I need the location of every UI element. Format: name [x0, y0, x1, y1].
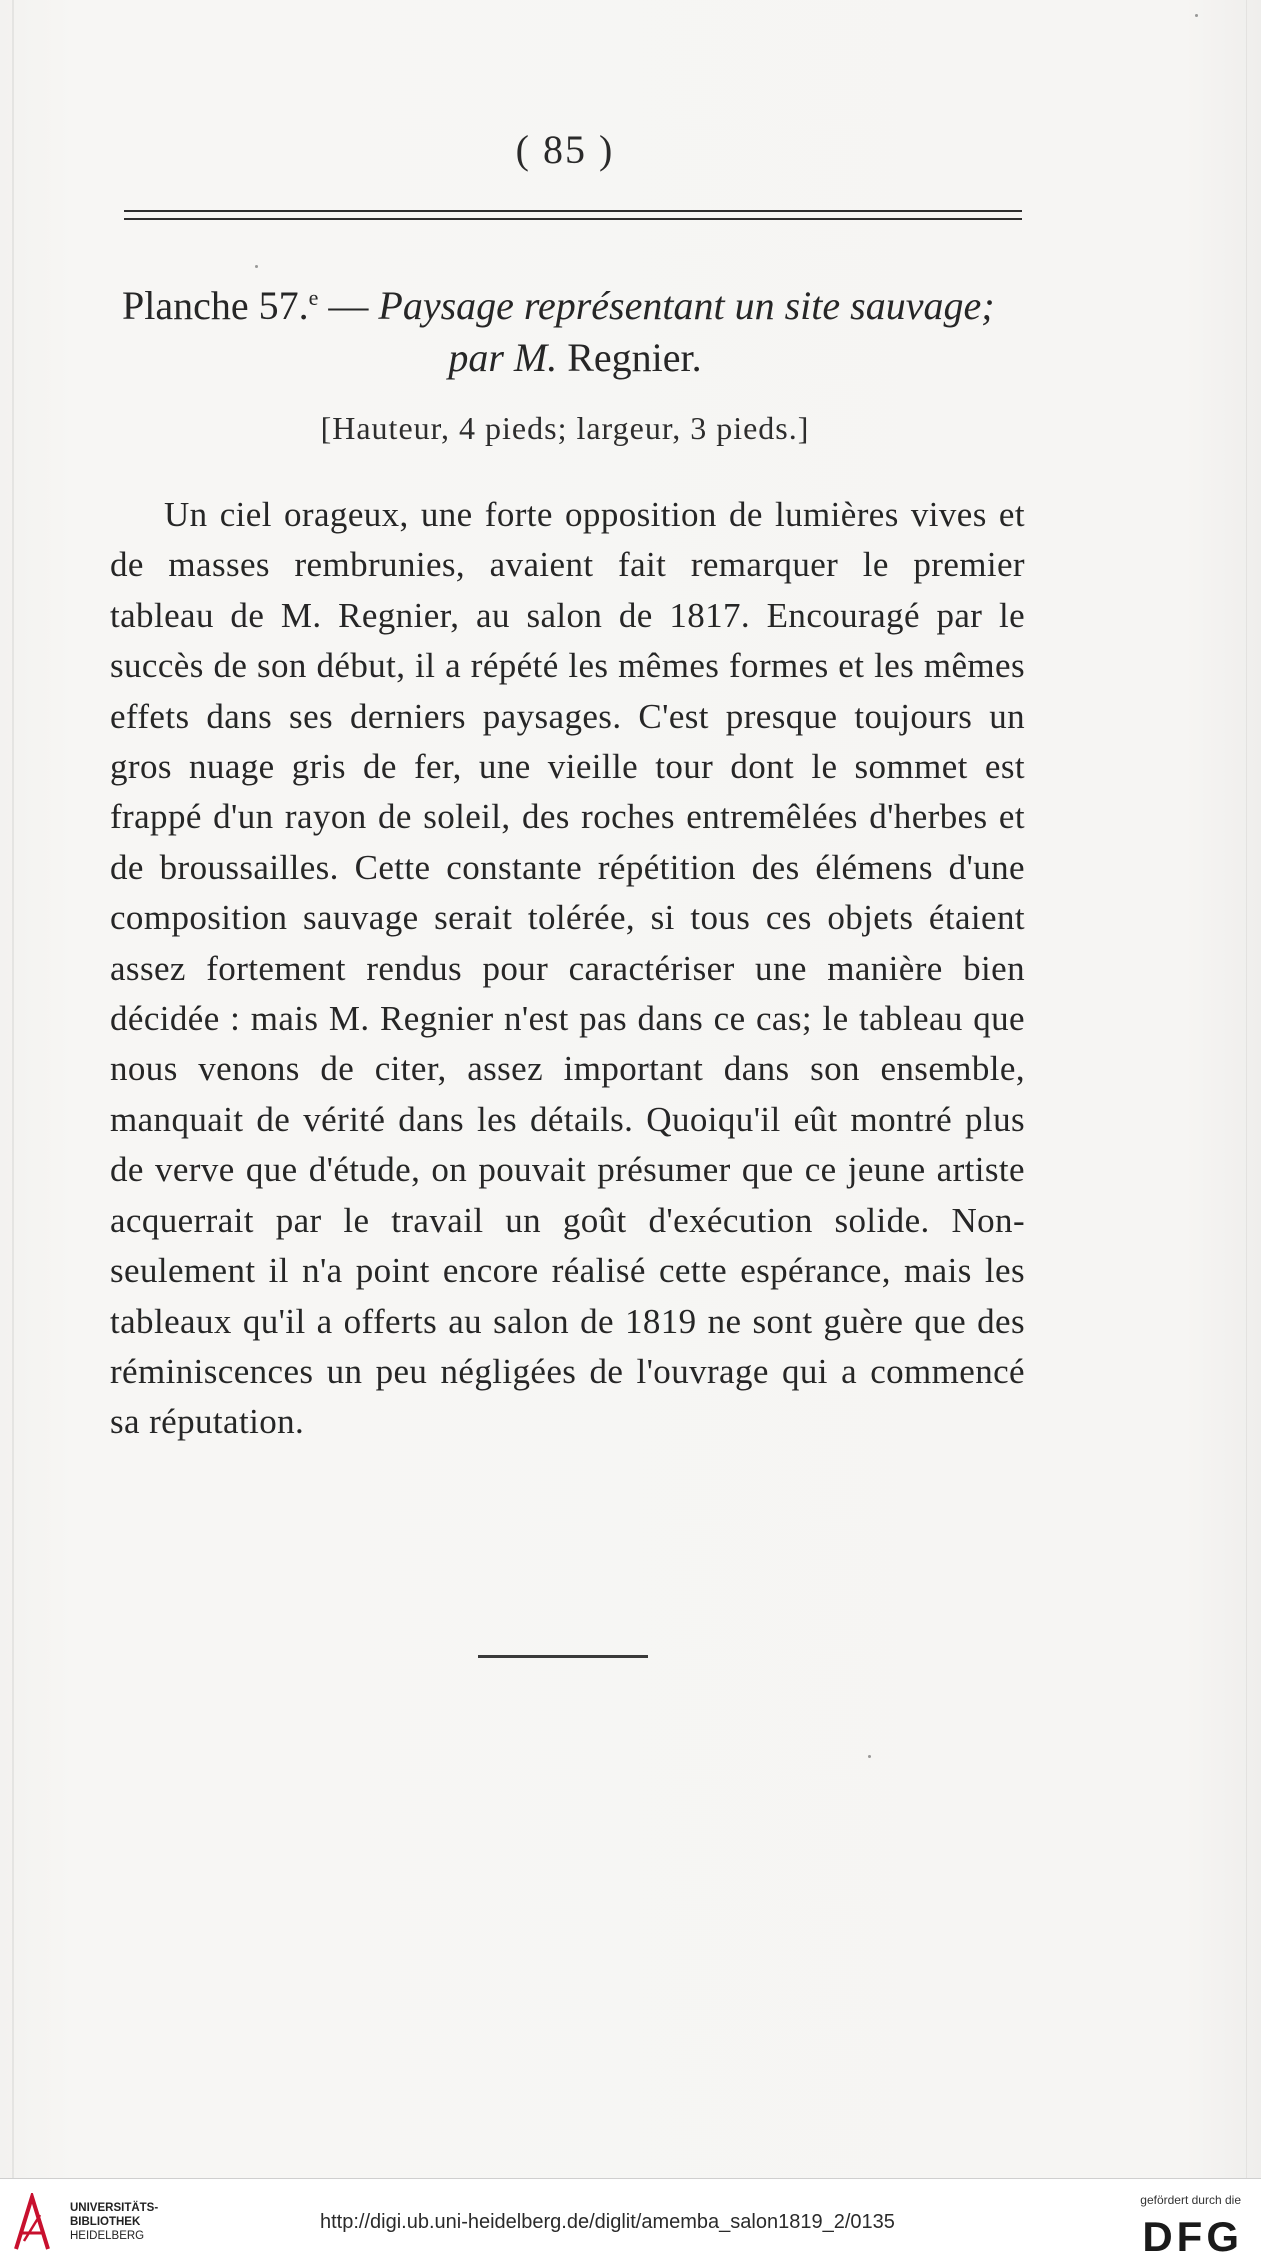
painting-title: Paysage représentant un site sauvage; [378, 283, 995, 328]
title-dash: — [318, 283, 379, 328]
title-line-1 [110, 272, 1040, 332]
by-label: par M. [448, 335, 558, 380]
review-paragraph: Un ciel orageux, une forte opposition de lumières vives et de masses rembrunies, avaient fait remarquer le premier tableau de M. Regnier, au salon de 1817. Encouragé par le succès de son début, il a répété les mêmes formes et les mêmes effets dans ses derniers paysages. C'est presque toujours un gros nuage gris de fer, une vieille tour dont le sommet est frappé d'un rayon de soleil, des roches entremêlées d'herbes et de broussailles. Cette constante répétition des élémens d'une composition sauvage serait tolérée, si tous ces objets étaient assez fortement rendus pour caractériser une manière bien décidée : mais M. Regnier n'est pas dans ce cas; le tableau que nous venons de citer, assez important dans son ensemble, manquait de vérité dans les détails. Quoiqu'il eût montré plus de verve que d'étude, on pouvait présumer que ce jeune artiste acquerrait par le travail un goût d'exécution solide. Non-seulement il n'a point encore réalisé cette espérance, mais les tableaux qu'il a offerts au salon de 1819 ne sont guère que des réminiscences un peu négligées de l'ouvrage qui a commencé sa réputation. [110, 495, 1025, 1442]
library-name-line-2: BIBLIOTHEK [70, 2216, 141, 2228]
library-name [70, 2201, 158, 2243]
page-number: ( 85 ) [515, 127, 615, 172]
library-name-line-3: HEIDELBERG [70, 2230, 145, 2242]
plate-number-superscript: e [308, 285, 319, 310]
paper-speck [1195, 14, 1198, 17]
plate-number: Planche 57. [122, 283, 309, 328]
permalink-url[interactable]: http://digi.ub.uni-heidelberg.de/diglit/amemba_salon1819_2/0135 [320, 2211, 895, 2233]
library-name-line-1: UNIVERSITÄTS- [70, 2202, 159, 2214]
university-library-logo-icon [12, 2193, 52, 2253]
artist-name: Regnier. [557, 335, 702, 380]
funded-by-label: gefördert durch die [1140, 2193, 1241, 2207]
plate-title [110, 272, 1040, 384]
paper-speck [255, 265, 258, 268]
header-double-rule [124, 210, 1022, 220]
end-rule [478, 1655, 648, 1658]
paper-speck [868, 1755, 871, 1758]
digitization-footer [0, 2178, 1261, 2268]
title-line-2 [110, 332, 1040, 384]
dfg-logo: DFG [1142, 2213, 1243, 2260]
painting-dimensions: [Hauteur, 4 pieds; largeur, 3 pieds.] [320, 410, 810, 446]
